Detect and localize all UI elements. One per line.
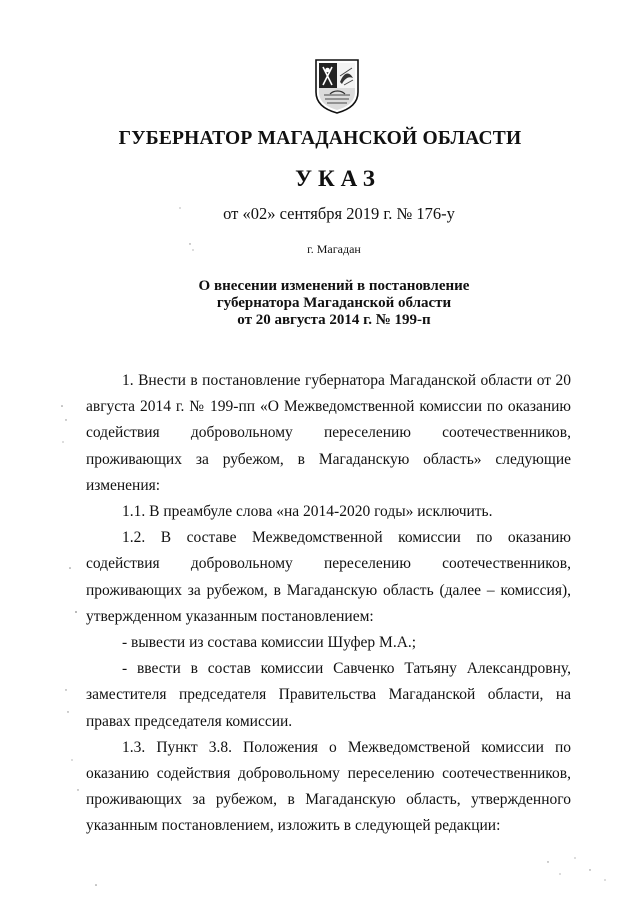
paragraph-1-2: 1.2. В составе Межведомственной комиссии по оказанию содействия добровольному переселению соотечественников, проживающих за рубежом, в Магаданскую область (далее – комиссия), утвержденном указанным постановлением:	[86, 529, 571, 625]
issue-place: г. Магадан	[307, 242, 361, 256]
paragraph-remove-member: - вывести из состава комиссии Шуфер М.А.;	[122, 634, 417, 652]
paragraph-1-1: 1.1. В преамбуле слова «на 2014-2020 годы» исключить.	[122, 503, 493, 521]
magadan-coat-of-arms-icon	[314, 58, 360, 114]
document-date-number: от «02» сентября 2019 г. № 176-у	[223, 204, 455, 223]
title-line-3: от 20 августа 2014 г. № 199-п	[237, 312, 431, 328]
title-line-1: О внесении изменений в постановление	[198, 278, 470, 294]
document-title	[0, 278, 640, 329]
paragraph-add-member: - ввести в состав комиссии Савченко Татьяну Александровну, заместителя председателя Правительства Магаданской области, на правах председателя комиссии.	[86, 660, 571, 730]
paragraph-1-3: 1.3. Пункт 3.8. Положения о Межведомственой комиссии по оказанию содействия добровольному переселению соотечественников, проживающих за рубежом, в Магаданскую область, утвержденного указанным постановлением, изложить в следующей редакции:	[86, 738, 571, 835]
issuing-authority: ГУБЕРНАТОР МАГАДАНСКОЙ ОБЛАСТИ	[118, 128, 522, 149]
paragraph-1: 1. Внести в постановление губернатора Магаданской области от 20 августа 2014 г. № 199-пп «О Межведомственной комиссии по оказанию содействия добровольному переселению соотечественников, проживающих за рубежом, в Магаданскую область» следующие изменения:	[86, 372, 571, 494]
document-type: УКАЗ	[295, 166, 381, 191]
title-line-2: губернатора Магаданской области	[216, 295, 452, 311]
document-body	[86, 368, 571, 840]
